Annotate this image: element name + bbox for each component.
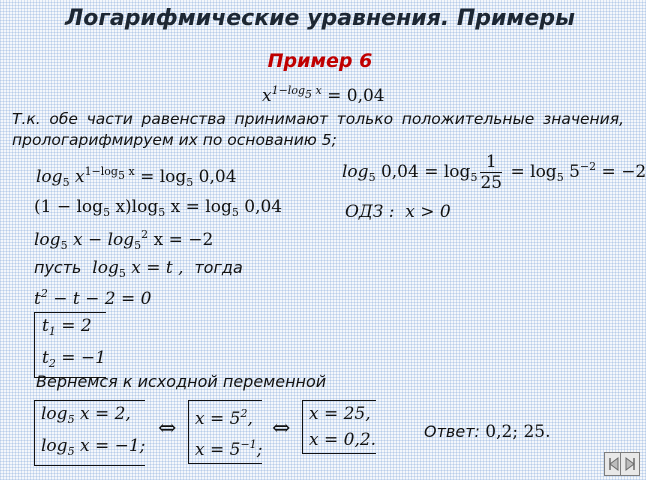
example-heading: Пример 6: [267, 50, 373, 72]
root-2: $t_2 = -1$: [42, 348, 106, 370]
step-3-equation: $\log_5 x - \log_5^2 x = -2$: [34, 228, 214, 252]
substitution-line: пусть $\log_5 x = t$ , тогда: [34, 258, 243, 280]
equivalence-arrow-1: ⇔: [158, 416, 177, 441]
roots-set: [34, 312, 106, 378]
fraction: $\frac{1}{25}$: [480, 152, 503, 193]
return-text: Вернемся к исходной переменной: [36, 372, 327, 391]
page-title: Логарифмические уравнения. Примеры: [65, 6, 575, 31]
prev-slide-icon: [608, 457, 620, 471]
explanation-text: Т.к. обе части равенства принимают только положительные значения, прологарифмируем их по основанию 5;: [12, 110, 624, 149]
quadratic-equation: $t^2 - t - 2 = 0$: [34, 287, 152, 309]
answer: Ответ: 0,2; 25.: [424, 422, 551, 442]
main-equation: $x^{1-log_5 x} = 0,04$: [262, 84, 385, 106]
step-2-equation: $(1 - \log_5 x)\log_5$ $x = \log_5 0,04$: [34, 197, 283, 219]
final-system-3: x = 25, x = 0,2.: [302, 400, 376, 454]
domain-condition: ОДЗ : x > 0: [345, 202, 451, 222]
side-calculation: $\log_5 0,04 = \log_5$ $\frac{1}{25}$ = $\log_5 5^{-2} = -2$: [342, 152, 646, 193]
root-1: $t_1 = 2$: [42, 316, 92, 338]
step-1-equation: $\log_5 x^{1-log_5 x} = \log_5 0,04$: [36, 165, 237, 189]
next-slide-icon: [624, 457, 636, 471]
equivalence-arrow-2: ⇔: [272, 416, 291, 441]
next-slide-button[interactable]: [620, 452, 640, 476]
final-system-2: $x = 5^2$, $x = 5^{-1}$;: [188, 400, 262, 464]
final-system-1: $\log_5 x = 2$, $\log_5 x = -1$;: [34, 400, 145, 466]
